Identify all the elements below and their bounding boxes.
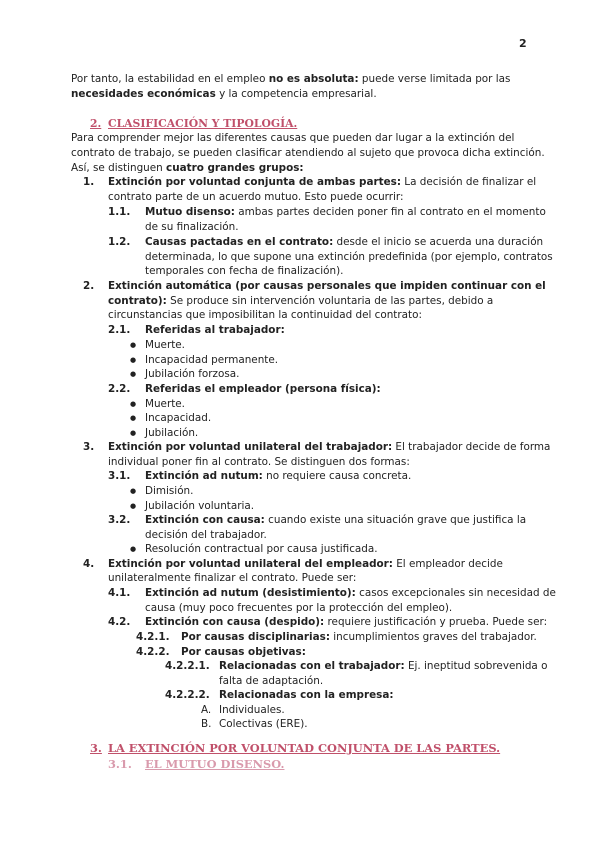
item-4-1-title: Extinción ad nutum (desistimiento): xyxy=(145,587,356,599)
bullet-icon: ● xyxy=(130,400,137,408)
item-4-2-2-2-line xyxy=(219,688,393,702)
list-item: Incapacidad permanente. xyxy=(145,354,279,366)
item-4-2-1-number: 4.2.1. xyxy=(136,631,170,643)
bullet-icon: ● xyxy=(130,341,137,349)
item-2-1-number: 2.1. xyxy=(108,324,131,336)
group-3-line xyxy=(108,440,550,454)
section-2-paragraph-line: Para comprender mejor las diferentes causas que pueden dar lugar a la extinción del xyxy=(71,132,515,144)
group-2-text: Se produce sin intervención voluntaria de las partes, debido a xyxy=(166,295,494,307)
group-2-number: 2. xyxy=(83,280,95,292)
item-2-2-title xyxy=(145,382,381,396)
item-4-2-2-title: Por causas objetivas: xyxy=(181,646,306,658)
item-3-2-text: cuando existe una situación grave que justifica la xyxy=(264,514,527,526)
section-3-1-number: 3.1. xyxy=(108,757,132,771)
intro-text: puede verse limitada por las xyxy=(358,73,511,85)
item-4-2-title: Extinción con causa (despido): xyxy=(145,616,325,628)
item-4-2-1-text: incumplimientos graves del trabajador. xyxy=(329,631,537,643)
group-2-title: Extinción automática (por causas personales que impiden continuar con el xyxy=(108,280,546,292)
list-item: Colectivas (ERE). xyxy=(219,718,308,730)
bullet-icon: ● xyxy=(130,502,137,510)
item-2-1-title xyxy=(145,323,285,337)
item-3-2-number: 3.2. xyxy=(108,514,131,526)
group-2-title-line xyxy=(108,279,546,293)
bullet-icon: ● xyxy=(130,356,137,364)
list-item: Dimisión. xyxy=(145,485,194,497)
group-4-number: 4. xyxy=(83,558,95,570)
item-3-2-line xyxy=(145,513,526,527)
group-1-text: La decisión de finalizar el xyxy=(401,176,537,188)
item-4-2-1-line xyxy=(181,630,537,644)
list-marker: B. xyxy=(201,718,212,730)
intro-bold: no es absoluta: xyxy=(268,73,359,85)
group-3-line: individual poner fin al contrato. Se distinguen dos formas: xyxy=(108,456,410,468)
item-3-2-title: Extinción con causa: xyxy=(145,514,265,526)
intro-bold: necesidades económicas xyxy=(71,88,216,100)
item-1-2-line: temporales con fecha de finalización). xyxy=(145,265,344,277)
item-4-2-2-1-line xyxy=(219,659,547,673)
intro-line-1 xyxy=(71,72,510,86)
group-3-text: El trabajador decide de forma xyxy=(392,441,551,453)
section-2-bold: cuatro grandes grupos: xyxy=(166,162,304,174)
section-2-number: 2. xyxy=(90,117,102,130)
bullet-icon: ● xyxy=(130,429,137,437)
item-1-2-text: desde el inicio se acuerda una duración xyxy=(333,236,544,248)
item-3-1-title: Extinción ad nutum: xyxy=(145,470,263,482)
section-2-title: CLASIFICACIÓN Y TIPOLOGÍA. xyxy=(108,117,298,130)
group-1-number: 1. xyxy=(83,176,95,188)
item-4-2-2-1-number: 4.2.2.1. xyxy=(165,660,210,672)
item-1-1-number: 1.1. xyxy=(108,206,131,218)
list-item: Muerte. xyxy=(145,398,185,410)
bullet-icon: ● xyxy=(130,545,137,553)
section-2-paragraph-line: contrato de trabajo, se pueden clasificar atendiendo al sujeto que provoca dicha extinción. xyxy=(71,147,545,159)
group-3-title: Extinción por voluntad unilateral del trabajador: xyxy=(108,441,393,453)
item-2-1-title-text: Referidas al trabajador: xyxy=(145,324,285,336)
group-1-line: contrato parte de un acuerdo mutuo. Esto puede ocurrir: xyxy=(108,191,404,203)
item-1-2-title: Causas pactadas en el contrato: xyxy=(145,236,334,248)
item-4-2-2-1-title: Relacionadas con el trabajador: xyxy=(219,660,405,672)
section-3-number: 3. xyxy=(90,741,102,755)
item-4-2-2-2-number: 4.2.2.2. xyxy=(165,689,210,701)
page-number: 2 xyxy=(519,37,527,50)
item-4-2-1-title: Por causas disciplinarias: xyxy=(181,631,330,643)
item-1-1-line xyxy=(145,205,546,219)
item-3-1-line xyxy=(145,469,411,483)
list-item: Incapacidad. xyxy=(145,412,212,424)
group-4-text: El empleador decide xyxy=(392,558,503,570)
item-4-2-number: 4.2. xyxy=(108,616,131,628)
group-4-title: Extinción por voluntad unilateral del empleador: xyxy=(108,558,393,570)
item-1-1-title: Mutuo disenso: xyxy=(145,206,235,218)
item-3-1-text: no requiere causa concreta. xyxy=(262,470,412,482)
list-item: Muerte. xyxy=(145,339,185,351)
list-item: Jubilación forzosa. xyxy=(145,368,240,380)
intro-text: y la competencia empresarial. xyxy=(215,88,377,100)
item-1-1-line: de su finalización. xyxy=(145,221,239,233)
bullet-icon: ● xyxy=(130,370,137,378)
item-4-2-line xyxy=(145,615,547,629)
item-4-2-2-number: 4.2.2. xyxy=(136,646,170,658)
item-4-1-line xyxy=(145,586,556,600)
item-1-2-line xyxy=(145,235,543,249)
item-1-1-text: ambas partes deciden poner fin al contrato en el momento xyxy=(234,206,546,218)
item-4-1-line: causa (muy poco frecuentes por la protección del empleo). xyxy=(145,602,453,614)
item-4-1-number: 4.1. xyxy=(108,587,131,599)
list-item: Resolución contractual por causa justificada. xyxy=(145,543,378,555)
group-2-line: circunstancias que imposibilitan la continuidad del contrato: xyxy=(108,309,422,321)
item-2-2-number: 2.2. xyxy=(108,383,131,395)
list-item: Jubilación. xyxy=(145,427,199,439)
item-1-2-number: 1.2. xyxy=(108,236,131,248)
item-4-2-2-1-text: Ej. ineptitud sobrevenida o xyxy=(404,660,548,672)
list-item: Individuales. xyxy=(219,704,285,716)
group-2-title: contrato): xyxy=(108,295,167,307)
intro-text: Por tanto, la estabilidad en el empleo xyxy=(71,73,269,85)
item-4-2-2-2-title: Relacionadas con la empresa: xyxy=(219,689,394,701)
group-1-title: Extinción por voluntad conjunta de ambas partes: xyxy=(108,176,401,188)
section-3-title: LA EXTINCIÓN POR VOLUNTAD CONJUNTA DE LAS PARTES. xyxy=(108,741,501,755)
item-2-2-title-text: Referidas el empleador (persona física): xyxy=(145,383,381,395)
group-4-line: unilateralmente finalizar el contrato. Puede ser: xyxy=(108,572,357,584)
section-2-text: Así, se distinguen xyxy=(71,162,167,174)
item-4-2-2-line xyxy=(181,645,306,659)
bullet-icon: ● xyxy=(130,414,137,422)
item-3-1-number: 3.1. xyxy=(108,470,131,482)
group-1-line xyxy=(108,175,536,189)
list-marker: A. xyxy=(201,704,212,716)
list-item: Jubilación voluntaria. xyxy=(145,500,255,512)
section-3-1-title: EL MUTUO DISENSO. xyxy=(145,757,285,771)
item-4-2-text: requiere justificación y prueba. Puede ser: xyxy=(324,616,548,628)
intro-line-2 xyxy=(71,87,377,101)
section-2-paragraph-line xyxy=(71,161,304,175)
group-4-line xyxy=(108,557,503,571)
item-4-1-text: casos excepcionales sin necesidad de xyxy=(355,587,556,599)
item-3-2-line: decisión del trabajador. xyxy=(145,529,267,541)
item-4-2-2-1-line: falta de adaptación. xyxy=(219,675,324,687)
group-3-number: 3. xyxy=(83,441,95,453)
group-2-line xyxy=(108,294,493,308)
bullet-icon: ● xyxy=(130,487,137,495)
item-1-2-line: determinada, lo que supone una extinción predefinida (por ejemplo, contratos xyxy=(145,251,553,263)
